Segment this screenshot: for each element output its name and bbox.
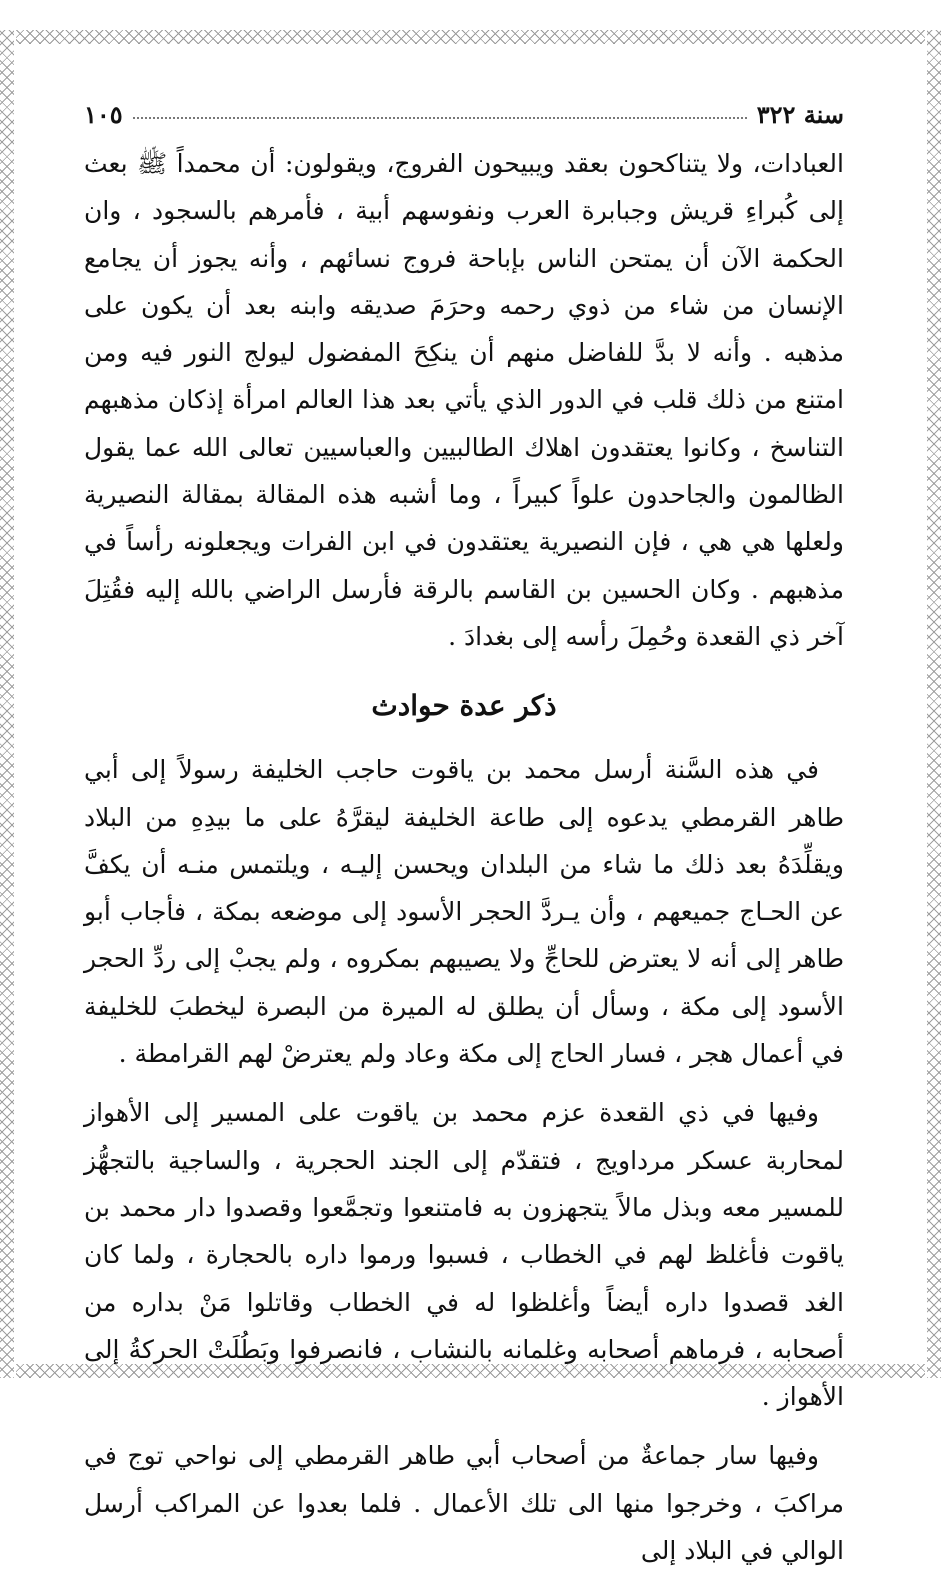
- book-page: [84, 100, 844, 1574]
- running-header: [84, 100, 844, 140]
- body-text-top: [84, 140, 844, 660]
- decorative-border-right: [925, 30, 941, 1378]
- paragraph: في هذه السَّنة أرسل محمد بن ياقوت حاجب الخليفة رسولاً إلى أبي طاهر القرمطي يدعوه إلى طاعة الخليفة ليقرَّهُ على ما بيدِهِ من البلاد ويقلِّدَهُ بعد ذلك ما شاء من البلدان ويحسن إليـه ، ويلتمس منـه أن يكفَّ عن الحـاج جميعهم ، وأن يـردَّ الحجر الأسود إلى موضعه بمكة ، فأجاب أبو طاهر إلى أنه لا يعترض للحاجِّ ولا يصيبهم بمكروه ، ولم يجبْ إلى ردِّ الحجر الأسود إلى مكة ، وسأل أن يطلق له الميرة من البصرة ليخطبَ للخليفة في أعمال هجر ، فسار الحاج إلى مكة وعاد ولم يعترضْ لهم القرامطة .: [84, 755, 844, 1069]
- decorative-border-top: [0, 0, 941, 44]
- paragraph: وفيها سار جماعةٌ من أصحاب أبي طاهر القرمطي إلى نواحي توج في مراكبَ ، وخرجوا منها الى تلك الأعمال . فلما بعدوا عن المراكب أرسل الوالي في البلاد إلى: [84, 1441, 844, 1566]
- dotted-leader: [133, 117, 747, 119]
- page-number: ١٠٥: [84, 100, 123, 129]
- paragraph-continuation: العبادات، ولا يتناكحون بعقد ويبيحون الفروج، ويقولون: أن محمداً ﷺ بعث إلى كُبراءِ قريش وجبابرة العرب ونفوسهم أبية ، فأمرهم بالسجود ، وان الحكمة الآن أن يمتحن الناس بإباحة فروج نسائهم ، وأنه يجوز أن يجامع الإنسان من شاء من ذوي رحمه وحرَمَ صديقه وابنه بعد أن يكون على مذهبه . وأنه لا بدَّ للفاضل منهم أن ينكِحَ المفضول ليولج النور فيه ومن امتنع من ذلك قلب في الدور الذي يأتي بعد هذا العالم امرأة إذكان مذهبهم التناسخ ، وكانوا يعتقدون اهلاك الطالبيين والعباسيين تعالى الله عما يقول الظالمون والجاحدون علواً كبيراً ، وما أشبه هذه المقالة بمقالة النصيرية ولعلها هي هي ، فإن النصيرية يعتقدون في ابن الفرات ويجعلونه رأساً في مذهبهم . وكان الحسين بن القاسم بالرقة فأرسل الراضي بالله إليه فقُتِلَ آخر ذي القعدة وحُمِلَ رأسه إلى بغدادَ .: [84, 149, 844, 651]
- paragraph: وفيها في ذي القعدة عزم محمد بن ياقوت على المسير إلى الأهواز لمحاربة عسكر مرداويج ، فتقدّم إلى الجند الحجرية ، والساجية بالتجهُّز للمسير معه وبذل مالاً يتجهزون به فامتنعوا وتجمَّعوا وقصدوا دار محمد بن ياقوت فأغلظ لهم في الخطاب ، فسبوا ورموا داره بالحجارة ، ولما كان الغد قصدوا داره أيضاً وأغلظوا له في الخطاب وقاتلوا مَنْ بداره من أصحابه ، فرماهم أصحابه وغلمانه بالنشاب ، فانصرفوا وبَطُلَتْ الحركةُ إلى الأهواز .: [84, 1098, 844, 1412]
- body-text-bottom: [84, 746, 844, 1574]
- decorative-border-left: [0, 30, 16, 1378]
- running-header-year: سنة ٣٢٢: [756, 100, 844, 129]
- section-heading: ذكر عدة حوادث: [371, 689, 557, 723]
